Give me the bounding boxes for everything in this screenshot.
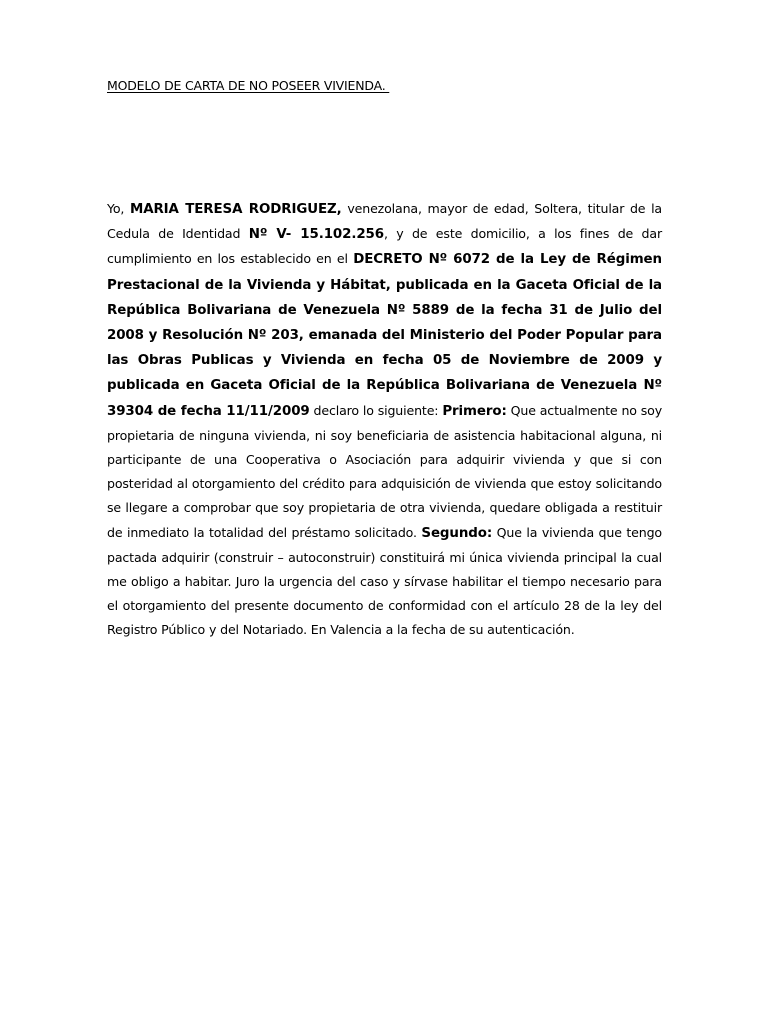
body-run-bold-decree: DECRETO Nº 6072 de la Ley de Régimen Prestacional de la Vivienda y Hábitat, publicada en la Gaceta Oficial de la República Bolivariana de Venezuela Nº 5889 de la fecha 31 de Julio del 2008 y Resolución Nº 203, emanada del Ministerio del Poder Popular para las Obras Publicas y Vivienda en fecha 05 de Noviembre de 2009 y publicada en Gaceta Oficial de la República Bolivariana de Venezuela Nº 39304 de fecha 11/11/2009 <box>107 252 662 419</box>
body-run: Que actualmente no soy propietaria de ninguna vivienda, ni soy beneficiaria de asistencia habitacional alguna, ni participante de una Cooperativa o Asociación para adquirir vivienda y que si con posteridad al otorgamiento del crédito para adquisición de vivienda que estoy solicitando se llegare a comprobar que soy propietaria de otra vivienda, quedare obligada a restituir de inmediato la totalidad del préstamo solicitado. <box>107 402 663 540</box>
letter-body <box>107 197 662 643</box>
body-run: Que la vivienda que tengo pactada adquirir (construir – autoconstruir) constituirá mi única vivienda principal la cual me obligo a habitar. Juro la urgencia del caso y sírvase habilitar el tiempo necesario para el otorgamiento del presente documento de conformidad con el artículo 28 de la ley del Registro Público y del Notariado. En Valencia a la fecha de su autenticación. <box>107 524 662 638</box>
body-run-bold-segundo: Segundo: <box>421 525 493 541</box>
body-run-bold-name: MARIA TERESA RODRIGUEZ, <box>129 202 342 217</box>
body-run: Yo, <box>107 201 130 216</box>
body-run: , y de este domicilio, a los fines de dar cumplimiento en los establecido en el <box>107 226 662 267</box>
body-run: declaro lo siguiente: <box>309 402 443 418</box>
body-run: venezolana, mayor de edad, Soltera, titular de la Cedula de Identidad <box>107 201 662 242</box>
body-run-bold-primero: Primero: <box>442 403 507 419</box>
document-title: MODELO DE CARTA DE NO POSEER VIVIENDA. <box>107 78 390 93</box>
body-run-bold-id: Nº V- 15.102.256 <box>248 227 384 243</box>
